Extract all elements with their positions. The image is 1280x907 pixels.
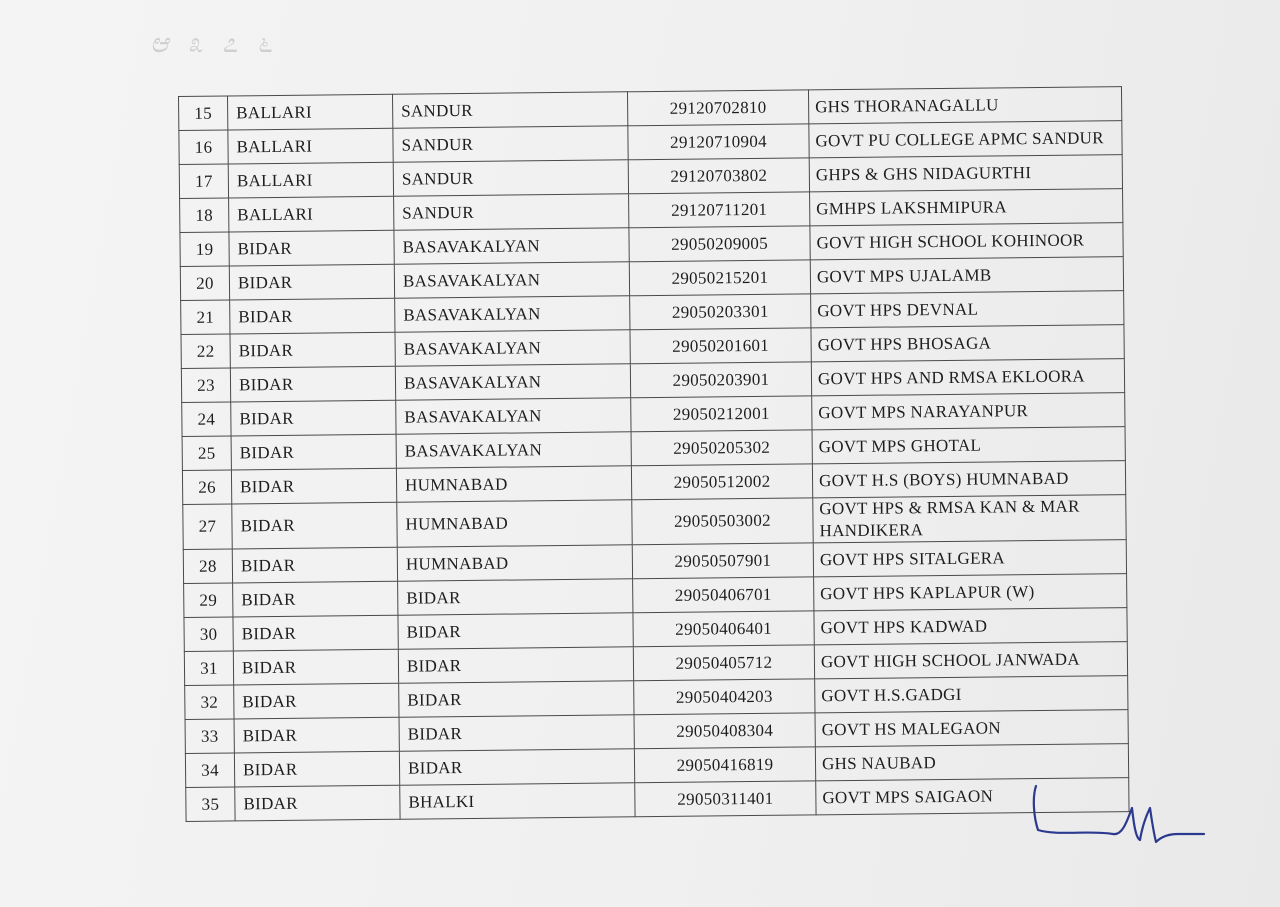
- udise-code: 29120711201: [629, 192, 810, 228]
- block-name: SANDUR: [393, 126, 628, 162]
- district-name: BIDAR: [231, 400, 396, 436]
- serial-number: 30: [184, 617, 233, 652]
- serial-number: 17: [179, 164, 228, 199]
- school-name: GOVT HPS AND RMSA EKLOORA: [811, 359, 1124, 396]
- school-name: GOVT MPS SAIGAON: [816, 778, 1129, 815]
- serial-number: 21: [181, 300, 230, 335]
- block-name: HUMNABAD: [397, 500, 632, 547]
- faint-handwriting-mark: ಆ ೩ ೭ ೬: [150, 28, 279, 59]
- serial-number: 29: [184, 583, 233, 618]
- school-name: GOVT H.S (BOYS) HUMNABAD: [812, 461, 1125, 498]
- district-name: BIDAR: [234, 751, 399, 787]
- serial-number: 19: [180, 232, 229, 267]
- udise-code: 29050201601: [630, 328, 811, 364]
- serial-number: 23: [181, 368, 230, 403]
- udise-code: 29050311401: [635, 781, 816, 817]
- school-list-table-wrapper: [178, 86, 1130, 822]
- block-name: BASAVAKALYAN: [396, 432, 631, 468]
- udise-code: 29120710904: [628, 124, 809, 160]
- serial-number: 24: [182, 402, 231, 437]
- school-name: GOVT MPS GHOTAL: [812, 427, 1125, 464]
- serial-number: 33: [185, 719, 234, 754]
- udise-code: 29050512002: [631, 464, 812, 500]
- school-name: GOVT MPS UJALAMB: [810, 257, 1123, 294]
- udise-code: 29050404203: [634, 679, 815, 715]
- block-name: BHALKI: [400, 783, 635, 819]
- school-name: GOVT HPS KAPLAPUR (W): [814, 574, 1127, 611]
- school-name: GOVT HPS & RMSA KAN & MAR HANDIKERA: [813, 495, 1126, 543]
- serial-number: 16: [179, 130, 228, 165]
- district-name: BALLARI: [229, 196, 394, 232]
- district-name: BIDAR: [230, 332, 395, 368]
- udise-code: 29050507901: [632, 543, 813, 579]
- serial-number: 27: [183, 504, 232, 550]
- serial-number: 15: [179, 96, 228, 131]
- district-name: BIDAR: [234, 683, 399, 719]
- school-name: GOVT HS MALEGAON: [815, 710, 1128, 747]
- block-name: BASAVAKALYAN: [395, 296, 630, 332]
- district-name: BIDAR: [233, 649, 398, 685]
- district-name: BIDAR: [231, 468, 396, 504]
- handwritten-signature: [1028, 778, 1218, 858]
- udise-code: 29050212001: [631, 396, 812, 432]
- serial-number: 22: [181, 334, 230, 369]
- block-name: HUMNABAD: [396, 466, 631, 502]
- signature-stroke: [1034, 786, 1204, 842]
- block-name: BIDAR: [398, 579, 633, 615]
- block-name: SANDUR: [392, 92, 627, 128]
- district-name: BIDAR: [233, 581, 398, 617]
- serial-number: 18: [180, 198, 229, 233]
- district-name: BALLARI: [228, 94, 393, 130]
- district-name: BIDAR: [232, 547, 397, 583]
- serial-number: 34: [185, 753, 234, 788]
- udise-code: 29050416819: [634, 747, 815, 783]
- udise-code: 29120702810: [627, 90, 808, 126]
- udise-code: 29050209005: [629, 226, 810, 262]
- block-name: BASAVAKALYAN: [394, 262, 629, 298]
- block-name: HUMNABAD: [397, 545, 632, 581]
- serial-number: 31: [184, 651, 233, 686]
- block-name: BIDAR: [399, 715, 634, 751]
- school-name: GOVT HPS BHOSAGA: [811, 325, 1124, 362]
- block-name: SANDUR: [394, 194, 629, 230]
- udise-code: 29050203901: [630, 362, 811, 398]
- serial-number: 26: [182, 470, 231, 505]
- udise-code: 29050503002: [632, 498, 813, 545]
- udise-code: 29120703802: [628, 158, 809, 194]
- udise-code: 29050405712: [633, 645, 814, 681]
- school-name: GHPS & GHS NIDAGURTHI: [809, 155, 1122, 192]
- block-name: BASAVAKALYAN: [395, 330, 630, 366]
- district-name: BIDAR: [229, 264, 394, 300]
- block-name: BASAVAKALYAN: [395, 364, 630, 400]
- udise-code: 29050203301: [630, 294, 811, 330]
- district-name: BIDAR: [234, 717, 399, 753]
- district-name: BIDAR: [235, 785, 400, 821]
- block-name: BIDAR: [398, 613, 633, 649]
- block-name: BIDAR: [399, 681, 634, 717]
- district-name: BIDAR: [231, 434, 396, 470]
- udise-code: 29050406701: [633, 577, 814, 613]
- school-name: GOVT HPS KADWAD: [814, 608, 1127, 645]
- school-name: GOVT H.S.GADGI: [815, 676, 1128, 713]
- district-name: BIDAR: [232, 502, 397, 549]
- school-list-table: [178, 86, 1130, 822]
- udise-code: 29050406401: [633, 611, 814, 647]
- block-name: BIDAR: [399, 749, 634, 785]
- school-name: GHS THORANAGALLU: [808, 87, 1121, 124]
- district-name: BALLARI: [228, 162, 393, 198]
- block-name: BIDAR: [398, 647, 633, 683]
- serial-number: 32: [185, 685, 234, 720]
- district-name: BIDAR: [230, 366, 395, 402]
- serial-number: 35: [186, 787, 235, 822]
- udise-code: 29050205302: [631, 430, 812, 466]
- district-name: BIDAR: [230, 298, 395, 334]
- school-name: GHS NAUBAD: [815, 744, 1128, 781]
- school-name: GOVT PU COLLEGE APMC SANDUR: [809, 121, 1122, 158]
- district-name: BALLARI: [228, 128, 393, 164]
- school-name: GOVT HIGH SCHOOL KOHINOOR: [810, 223, 1123, 260]
- serial-number: 28: [183, 549, 232, 584]
- school-name: GOVT MPS NARAYANPUR: [812, 393, 1125, 430]
- udise-code: 29050215201: [629, 260, 810, 296]
- district-name: BIDAR: [229, 230, 394, 266]
- block-name: BASAVAKALYAN: [394, 228, 629, 264]
- school-name: GMHPS LAKSHMIPURA: [810, 189, 1123, 226]
- udise-code: 29050408304: [634, 713, 815, 749]
- school-name: GOVT HPS SITALGERA: [813, 540, 1126, 577]
- serial-number: 25: [182, 436, 231, 471]
- table-body: [179, 87, 1130, 822]
- block-name: SANDUR: [393, 160, 628, 196]
- school-name: GOVT HPS DEVNAL: [811, 291, 1124, 328]
- district-name: BIDAR: [233, 615, 398, 651]
- serial-number: 20: [180, 266, 229, 301]
- school-name: GOVT HIGH SCHOOL JANWADA: [814, 642, 1127, 679]
- block-name: BASAVAKALYAN: [396, 398, 631, 434]
